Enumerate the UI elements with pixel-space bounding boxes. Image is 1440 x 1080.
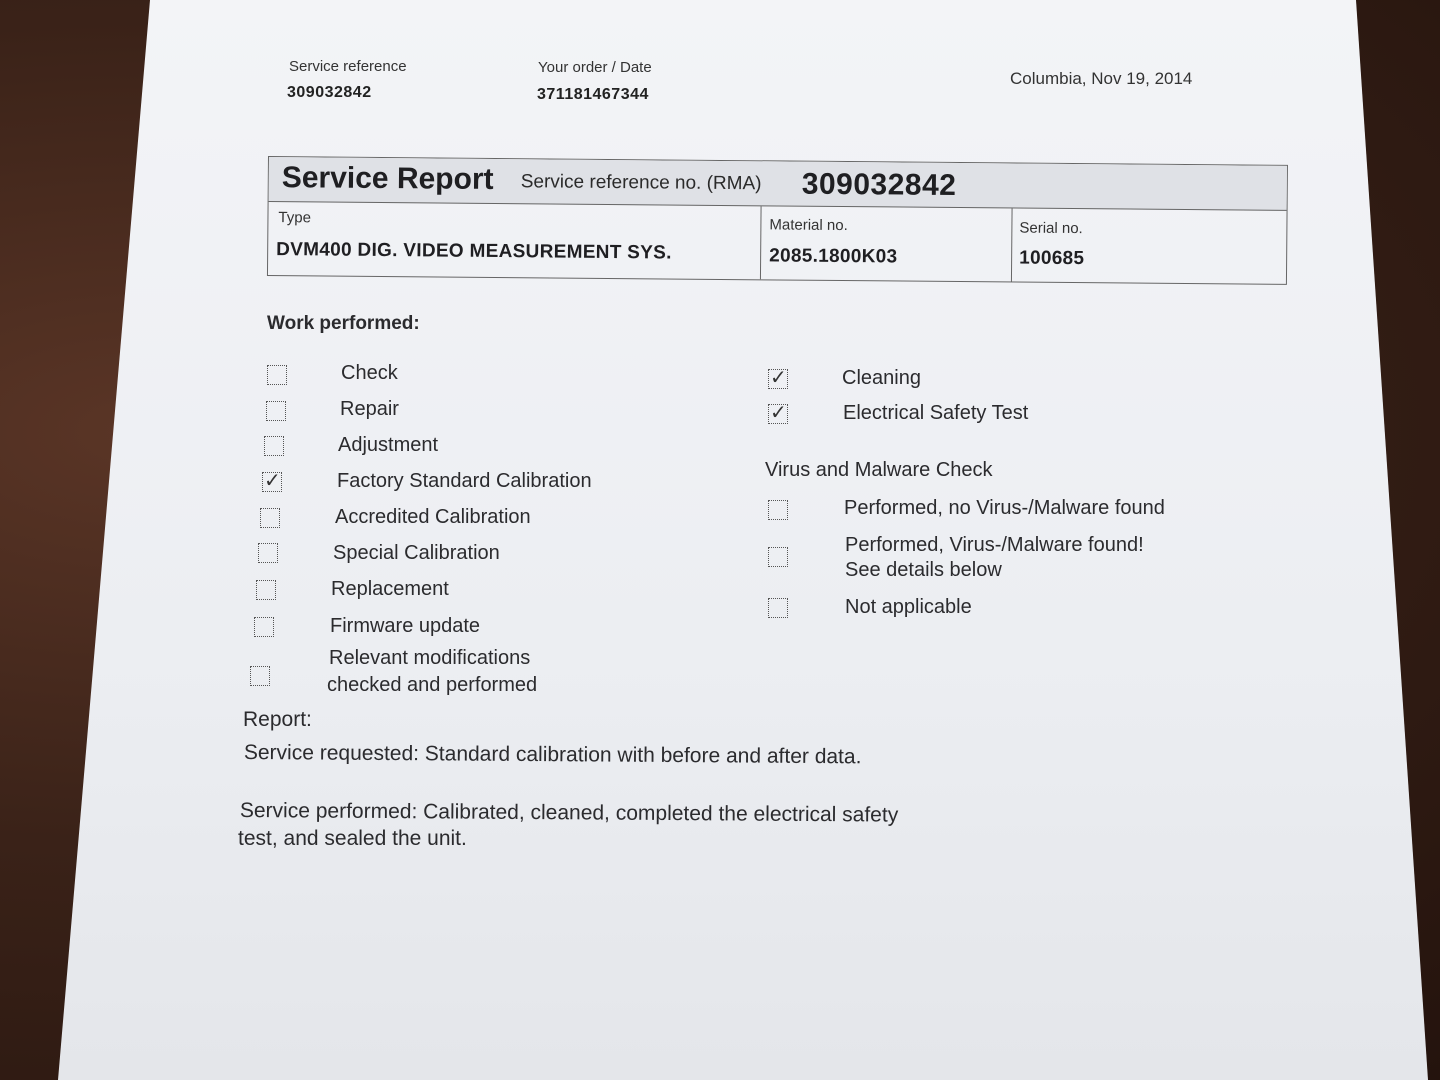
virus-check-label: Virus and Malware Check xyxy=(765,459,993,481)
checkbox-check[interactable] xyxy=(267,365,287,385)
cell-divider xyxy=(1011,208,1013,281)
service-report-box xyxy=(267,156,1288,285)
work-performed-label: Work performed: xyxy=(267,313,420,334)
checkbox-relevant-modifications[interactable] xyxy=(250,666,270,686)
checkbox-not-applicable[interactable] xyxy=(768,598,788,618)
item-replacement-label: Replacement xyxy=(331,578,449,600)
type-value: DVM400 DIG. VIDEO MEASUREMENT SYS. xyxy=(276,239,672,264)
checkbox-virus-found[interactable] xyxy=(768,547,788,567)
item-cleaning-label: Cleaning xyxy=(842,367,921,389)
item-accredited-calibration-label: Accredited Calibration xyxy=(335,506,531,528)
checkbox-no-virus-found[interactable] xyxy=(768,500,788,520)
item-virus-found-label-line1: Performed, Virus-/Malware found! xyxy=(845,534,1144,556)
serial-value: 100685 xyxy=(1019,247,1085,270)
item-relevant-modifications-label-line1: Relevant modifications xyxy=(329,647,531,669)
checkbox-replacement[interactable] xyxy=(256,580,276,600)
item-factory-standard-calibration-label: Factory Standard Calibration xyxy=(337,470,592,492)
checkbox-factory-standard-calibration[interactable] xyxy=(262,472,282,492)
item-virus-found-label-line2: See details below xyxy=(845,559,1002,581)
checkbox-electrical-safety-test[interactable] xyxy=(768,404,788,424)
service-performed-text-line1: Service performed: Calibrated, cleaned, completed the electrical safety xyxy=(239,799,899,827)
rma-label: Service reference no. (RMA) xyxy=(520,171,762,195)
order-label: Your order / Date xyxy=(538,59,652,76)
cell-divider xyxy=(760,206,762,279)
type-label: Type xyxy=(278,209,312,227)
report-title: Service Report xyxy=(281,161,494,196)
place-date: Columbia, Nov 19, 2014 xyxy=(1010,69,1193,88)
checkbox-firmware-update[interactable] xyxy=(254,617,274,637)
order-value: 371181467344 xyxy=(537,86,649,103)
item-no-virus-found-label: Performed, no Virus-/Malware found xyxy=(844,497,1165,519)
item-relevant-modifications-label-line2: checked and performed xyxy=(327,674,538,696)
checkbox-adjustment[interactable] xyxy=(264,436,284,456)
item-not-applicable-label: Not applicable xyxy=(845,596,972,618)
report-label: Report: xyxy=(243,708,312,731)
item-adjustment-label: Adjustment xyxy=(338,434,439,456)
item-check-label: Check xyxy=(341,362,398,384)
service-reference-value: 309032842 xyxy=(287,84,372,101)
item-repair-label: Repair xyxy=(340,398,399,420)
checkbox-repair[interactable] xyxy=(266,401,286,421)
serial-label: Serial no. xyxy=(1019,219,1083,238)
material-label: Material no. xyxy=(769,216,848,235)
service-reference-label: Service reference xyxy=(289,58,407,75)
report-header-row xyxy=(269,157,1287,211)
service-requested-text: Service requested: Standard calibration with before and after data. xyxy=(243,741,862,769)
checkbox-accredited-calibration[interactable] xyxy=(260,508,280,528)
rma-value: 309032842 xyxy=(801,167,957,203)
material-value: 2085.1800K03 xyxy=(769,245,898,268)
checkbox-special-calibration[interactable] xyxy=(258,543,278,563)
service-performed-text-line2: test, and sealed the unit. xyxy=(238,827,467,850)
checkbox-cleaning[interactable] xyxy=(768,369,788,389)
item-firmware-update-label: Firmware update xyxy=(330,615,481,637)
item-electrical-safety-test-label: Electrical Safety Test xyxy=(843,402,1029,424)
item-special-calibration-label: Special Calibration xyxy=(333,542,500,564)
